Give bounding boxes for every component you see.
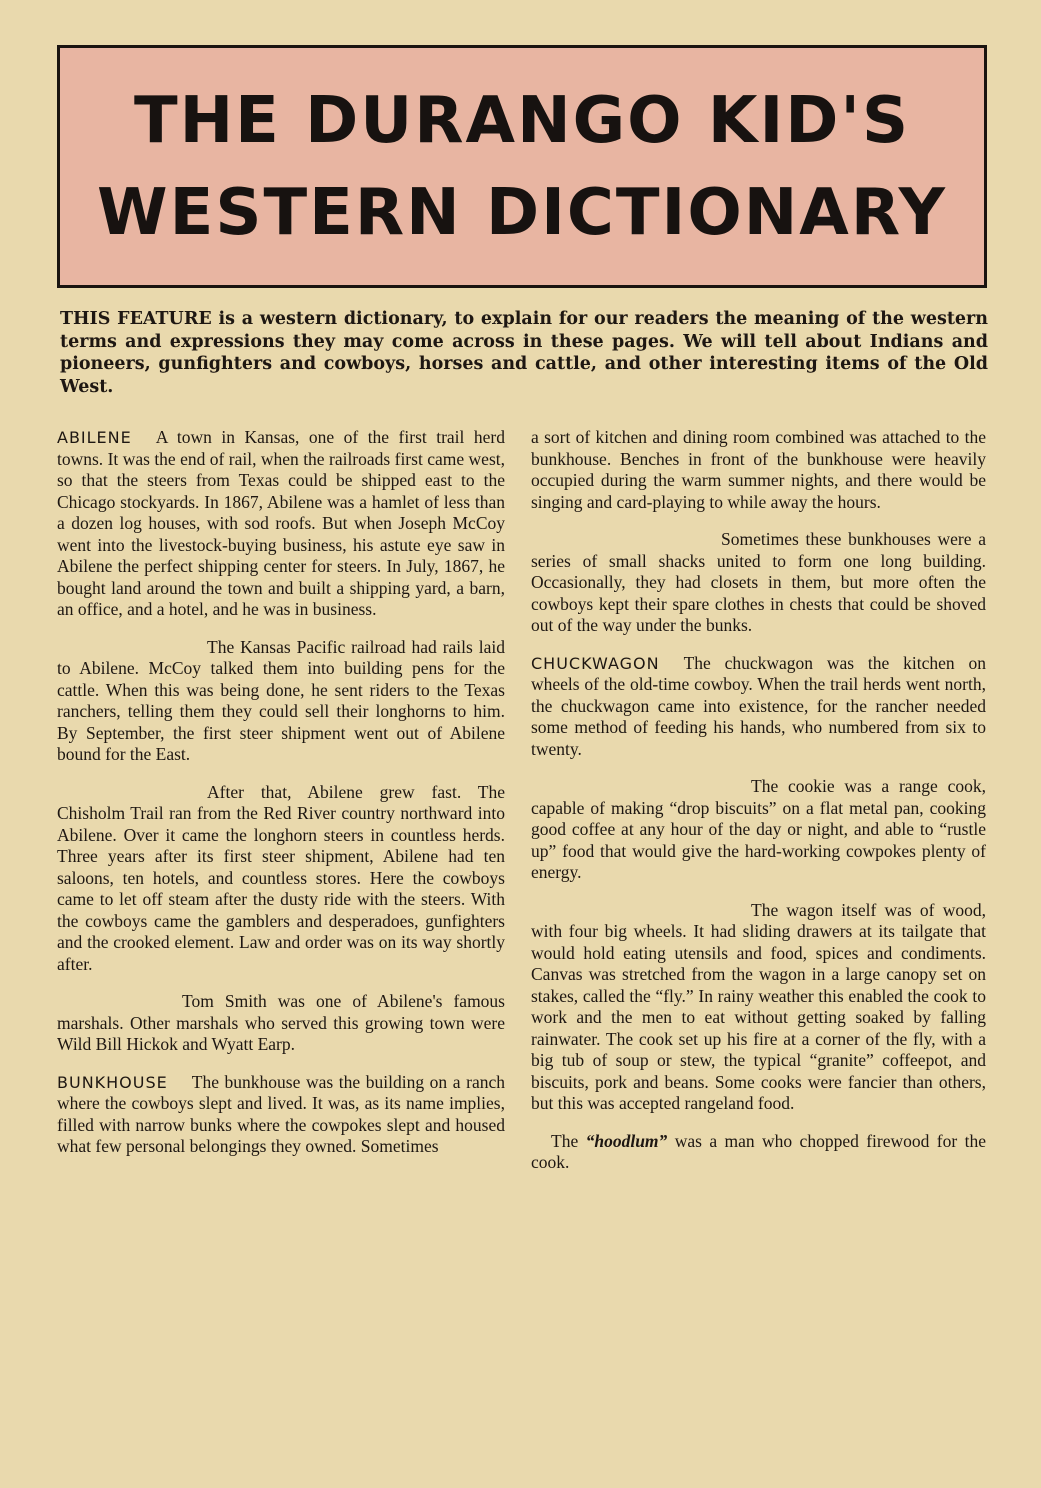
entry-abilene bbox=[57, 427, 505, 621]
chuckwagon-text-2: The cookie was a range cook, capable of making “drop biscuits” on a flat metal pan, cooking good coffee at any hour of the day or night, and able to “rustle up” food that would give the hard-working cowpokes plenty of energy. bbox=[531, 776, 986, 882]
title-line-1: THE DURANGO KID'S bbox=[133, 83, 911, 158]
abilene-text-3: After that, Abilene grew fast. The Chisholm Trail ran from the Red River country northward into Abilene. Over it came the longhorn steers in countless herds. Three years after its first steer shipment, Abilene had ten saloons, ten hotels, and countless stores. Here the cowboys came to let off steam after the dusty ride with the steers. With the cowboys came the gamblers and desperadoes, gunfighters and the crooked element. Law and order was on its way shortly after. bbox=[57, 781, 505, 974]
chuckwagon-text-1: The chuckwagon was the kitchen on wheels of the old-time cowboy. When the trail herds went north, the chuckwagon came into existence, for the rancher needed some method of feeding his hands, who numbered from six to twenty. bbox=[531, 652, 986, 759]
intro-paragraph: THIS FEATURE is a western dictionary, to explain for our readers the meaning of the western terms and expressions they may come across in these pages. We will tell about Indians and pioneers, gunfighters and cowboys, horses and cattle, and other interesting items of the Old West. bbox=[60, 309, 988, 397]
entry-chuckwagon bbox=[531, 653, 986, 761]
bunkhouse-text-1: The bunkhouse was the building on a ranch where the cowboys slept and lived. It was, as its name implies, filled with narrow bunks where the cowpokes slept and housed what few personal belongings they owned. Sometimes bbox=[57, 1071, 505, 1156]
right-column bbox=[531, 427, 986, 1190]
abilene-text-2: The Kansas Pacific railroad had rails laid to Abilene. McCoy talked them into building pens for the cattle. When this was being done, he sent riders to the Texas ranchers, telling them they could sell their longhorns to him. By September, the first steer shipment went out of Abilene bound for the East. bbox=[57, 636, 505, 764]
chuckwagon-text-3: The wagon itself was of wood, with four big wheels. It had sliding drawers at its tailgate that would hold eating utensils and food, spices and condiments. Canvas was stretched from the wagon in a large canopy set on stakes, called the “fly.” In rainy weather this enabled the cook to work and the men to eat without getting soaked by falling rainwater. The cook set up his fire at a corner of the fly, with a big tub of soup or stew, the typical “granite” coffeepot, and biscuits, pork and beans. Some cooks were fancier than others, but this was accepted rangeland food. bbox=[531, 899, 986, 1113]
hoodlum-paragraph bbox=[531, 1131, 986, 1174]
abilene-text-1: A town in Kansas, one of the first trail herd towns. It was the end of rail, when the railroads first came west, so that the steers from Texas could be shipped east to the Chicago stockyards. In 1867, Abilene was a hamlet of less than a dozen log houses, with sod roofs. But when Joseph McCoy went into the livestock-buying business, his astute eye saw in Abilene the perfect shipping center for steers. In July, 1867, he bought land around the town and built a shipping yard, a barn, an office, and a hotel, and he was in business. bbox=[57, 427, 505, 619]
hoodlum-pre: The bbox=[551, 1130, 586, 1151]
hoodlum-post: was a man who chopped firewood for the cook. bbox=[531, 1130, 986, 1172]
term-bunkhouse: BUNKHOUSE bbox=[57, 1072, 168, 1092]
title-line-2: WESTERN DICTIONARY bbox=[97, 175, 947, 250]
term-abilene: ABILENE bbox=[57, 428, 132, 447]
bunkhouse-text-1-cont: a sort of kitchen and dining room combined was attached to the bunkhouse. Benches in front of the bunkhouse were heavily occupied during the warm summer nights, and there would be singing and card-playing to while away the hours. bbox=[531, 427, 986, 512]
title-box bbox=[57, 45, 987, 288]
hoodlum-term: “hoodlum” bbox=[585, 1130, 668, 1151]
bunkhouse-text-2: Sometimes these bunkhouses were a series of small shacks united to form one long building. Occasionally, they had closets in them, but more often the cowboys kept their spare clothes in chests that could be shoved out of the way under the bunks. bbox=[531, 529, 986, 635]
term-chuckwagon: CHUCKWAGON bbox=[531, 653, 660, 673]
left-column bbox=[57, 427, 505, 1174]
abilene-text-4: Tom Smith was one of Abilene's famous marshals. Other marshals who served this growing town were Wild Bill Hickok and Wyatt Earp. bbox=[57, 991, 505, 1054]
entry-bunkhouse bbox=[57, 1072, 505, 1158]
